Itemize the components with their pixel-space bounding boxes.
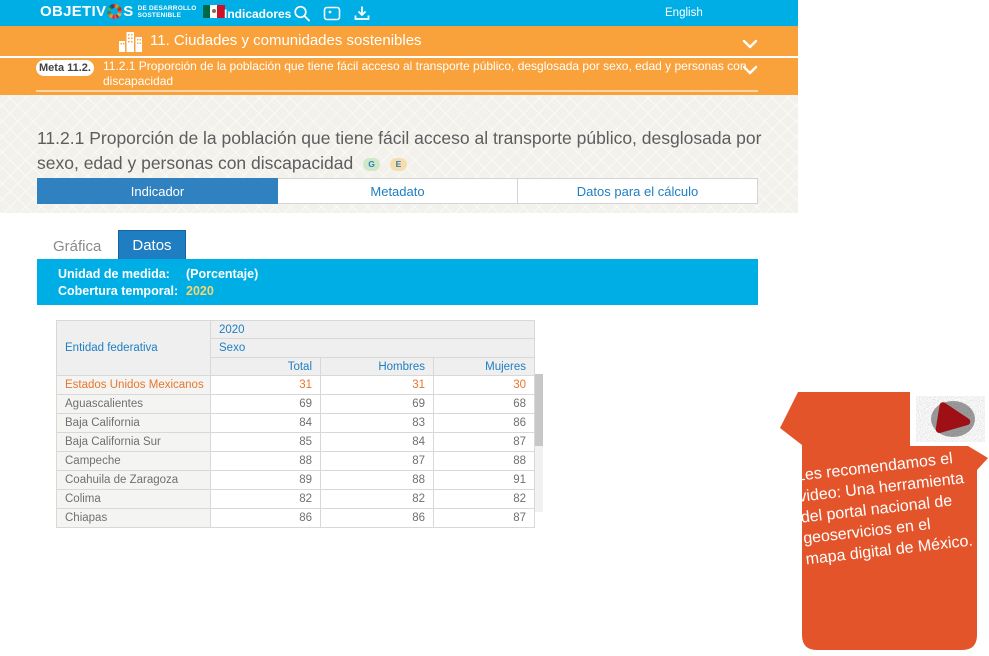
unit-label: Unidad de medida: <box>58 267 170 281</box>
year-header: 2020 <box>211 321 535 339</box>
value-cell: 69 <box>321 395 434 414</box>
row-header: Entidad federativa <box>57 321 211 376</box>
value-cell: 87 <box>434 433 535 452</box>
value-cell: 86 <box>321 509 434 528</box>
image-icon[interactable] <box>323 5 341 22</box>
entity-name: Campeche <box>57 452 211 471</box>
value-cell: 88 <box>434 452 535 471</box>
unit-value: (Porcentaje) <box>186 267 259 281</box>
value-cell: 84 <box>321 433 434 452</box>
logo-text-1: OBJETIV <box>40 3 107 20</box>
tab-datos[interactable]: Datos <box>118 230 185 261</box>
badge-e[interactable]: E <box>390 158 407 171</box>
value-cell: 87 <box>321 452 434 471</box>
value-cell: 30 <box>434 376 535 395</box>
mexico-flag-icon <box>203 5 225 18</box>
sdg-wheel-icon <box>107 4 122 19</box>
city-buildings-icon <box>118 31 143 52</box>
group-header: Sexo <box>211 339 535 358</box>
coverage-value: 2020 <box>186 284 214 298</box>
ods-logo[interactable] <box>40 3 225 20</box>
meta-badge: Meta 11.2. <box>36 60 94 76</box>
value-cell: 88 <box>211 452 321 471</box>
entity-name: Estados Unidos Mexicanos <box>57 376 211 395</box>
table-row <box>57 452 535 471</box>
value-cell: 86 <box>434 414 535 433</box>
table-scrollbar[interactable] <box>535 374 543 512</box>
table-row <box>57 376 535 395</box>
goal-title: 11. Ciudades y comunidades sostenibles <box>150 32 422 49</box>
entity-name: Colima <box>57 490 211 509</box>
table-row <box>57 490 535 509</box>
value-cell: 87 <box>434 509 535 528</box>
value-cell: 88 <box>321 471 434 490</box>
recommendation-text: Les recomendamos el video: Una herramienta del portal nacional de geoservicios en el mapa digital de México. <box>795 450 974 569</box>
entity-name: Baja California Sur <box>57 433 211 452</box>
logo-text-2: S <box>123 3 134 20</box>
goal-banner[interactable] <box>0 26 798 56</box>
value-cell: 69 <box>211 395 321 414</box>
info-bar <box>37 259 758 305</box>
scrollbar-thumb[interactable] <box>535 374 543 446</box>
entity-name: Coahuila de Zaragoza <box>57 471 211 490</box>
banner-divider <box>36 90 758 92</box>
value-cell: 83 <box>321 414 434 433</box>
logo-subtitle: DE DESARROLLO SOSTENIBLE <box>137 4 197 19</box>
column-header-hombres: Hombres <box>321 358 434 376</box>
logo-wordmark <box>40 3 134 20</box>
coverage-label: Cobertura temporal: <box>58 284 179 298</box>
tab-datos-para-el-calculo[interactable]: Datos para el cálculo <box>518 178 758 204</box>
table-row <box>57 395 535 414</box>
tab-indicador[interactable]: Indicador <box>37 178 278 204</box>
download-icon[interactable] <box>353 5 371 22</box>
value-cell: 91 <box>434 471 535 490</box>
language-toggle[interactable]: English <box>665 7 703 19</box>
entity-name: Chiapas <box>57 509 211 528</box>
value-cell: 85 <box>211 433 321 452</box>
entity-name: Baja California <box>57 414 211 433</box>
nav-indicadores[interactable]: Indicadores <box>224 7 292 21</box>
table-row <box>57 414 535 433</box>
chevron-down-icon[interactable] <box>742 62 758 72</box>
indicator-header-section <box>0 95 798 213</box>
chevron-down-icon[interactable] <box>742 36 758 46</box>
search-icon[interactable] <box>293 5 311 22</box>
table-row <box>57 509 535 528</box>
table-row <box>57 471 535 490</box>
top-header-bar <box>0 0 798 26</box>
meta-indicator-text: 11.2.1 Proporción de la población que tiene fácil acceso al transporte público, desglosada por sexo, edad y personas con discapacidad <box>103 59 747 88</box>
tab-grafica[interactable]: Gráfica <box>53 238 102 255</box>
column-header-mujeres: Mujeres <box>434 358 535 376</box>
data-table-container <box>56 320 543 524</box>
indicator-tabs <box>37 178 758 204</box>
tab-metadato[interactable]: Metadato <box>278 178 518 204</box>
value-cell: 89 <box>211 471 321 490</box>
badge-g[interactable]: G <box>363 158 380 171</box>
table-row <box>57 433 535 452</box>
value-cell: 68 <box>434 395 535 414</box>
entity-name: Aguascalientes <box>57 395 211 414</box>
view-tabs <box>40 230 186 261</box>
column-header-total: Total <box>211 358 321 376</box>
value-cell: 31 <box>211 376 321 395</box>
value-cell: 86 <box>211 509 321 528</box>
indicator-title: 11.2.1 Proporción de la población que tiene fácil acceso al transporte público, desglosada por sexo, edad y personas con discapacidad G E <box>37 128 762 173</box>
value-cell: 31 <box>321 376 434 395</box>
value-cell: 82 <box>211 490 321 509</box>
video-thumbnail[interactable] <box>916 396 985 442</box>
value-cell: 84 <box>211 414 321 433</box>
video-recommendation-bubble <box>779 390 989 656</box>
value-cell: 82 <box>321 490 434 509</box>
value-cell: 82 <box>434 490 535 509</box>
data-table <box>56 320 535 528</box>
